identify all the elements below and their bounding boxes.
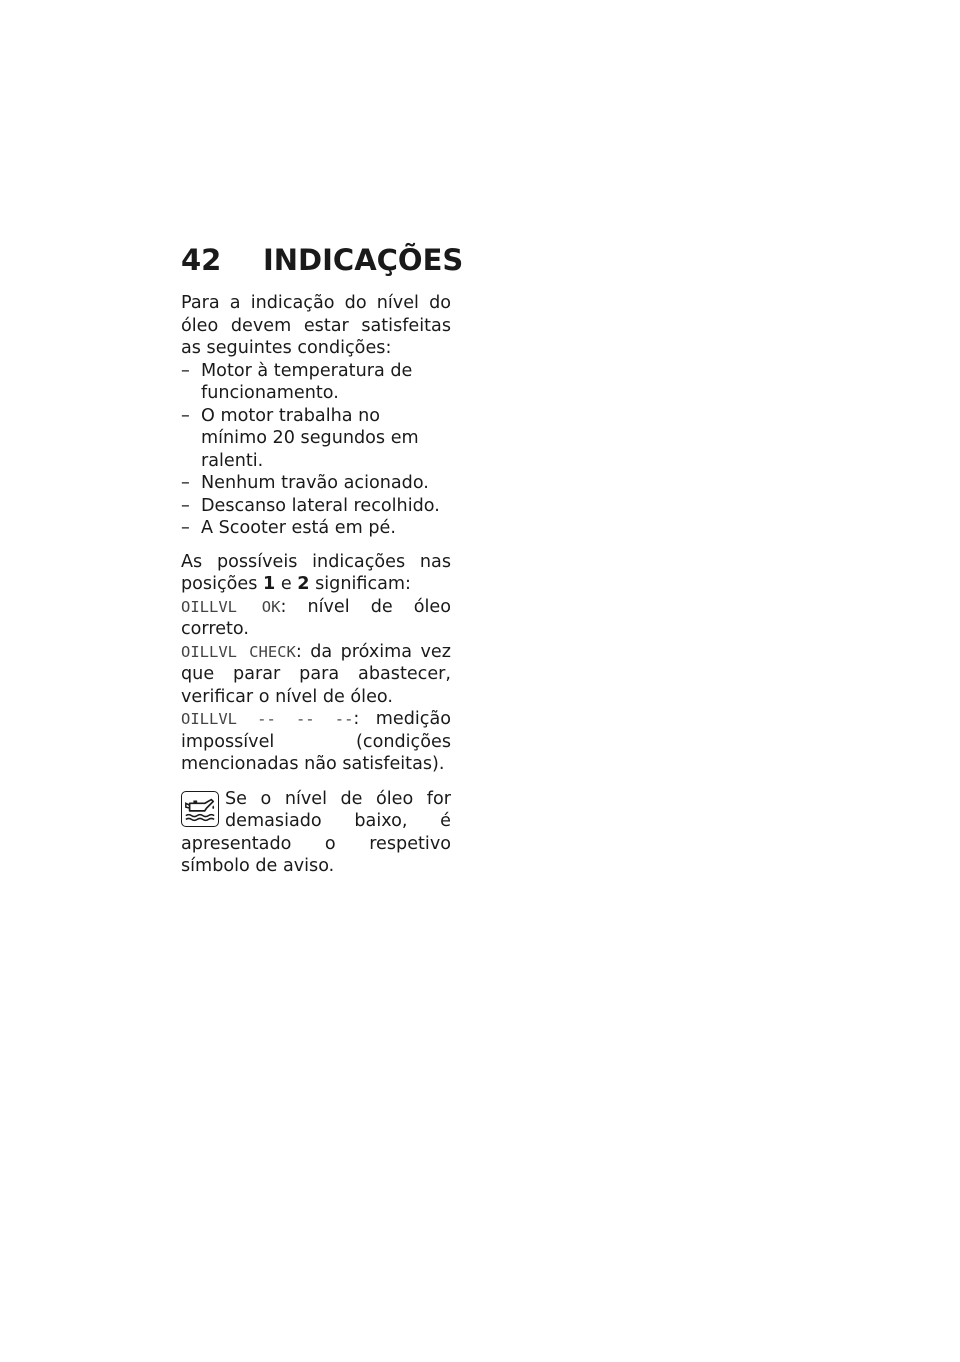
warning-text: Se o nível de óleo for demasiado baixo, é apresentado o respetivo símbolo de aviso. bbox=[181, 788, 451, 876]
indication-text: : da próxima vez que parar para abastecer, verificar o nível de óleo. bbox=[181, 641, 451, 707]
list-item bbox=[181, 495, 451, 518]
oil-can-warning-icon bbox=[181, 791, 219, 827]
conditions-list bbox=[181, 360, 451, 540]
condition-text: O motor trabalha no mínimo 20 segundos em ralenti. bbox=[201, 405, 419, 471]
list-dash: – bbox=[181, 473, 190, 493]
list-dash: – bbox=[181, 518, 190, 538]
indication-text: : medição impossível (condições mencionadas não satisfeitas). bbox=[181, 709, 451, 774]
list-item bbox=[181, 405, 451, 473]
positions-paragraph bbox=[181, 551, 451, 596]
condition-text: Descanso lateral recolhido. bbox=[201, 495, 440, 516]
list-dash: – bbox=[181, 405, 190, 426]
condition-text: Nenhum travão acionado. bbox=[201, 473, 429, 493]
intro-paragraph: Para a indicação do nível do óleo devem estar satisfeitas as seguintes condições: bbox=[181, 293, 451, 358]
list-item bbox=[181, 472, 451, 495]
page-number: 42 bbox=[181, 243, 222, 277]
condition-text: Motor à temperatura de funcionamento. bbox=[201, 360, 413, 403]
condition-text: A Scooter está em pé. bbox=[201, 518, 396, 538]
list-dash: – bbox=[181, 360, 190, 381]
page-header bbox=[181, 240, 481, 280]
positions-conj: e bbox=[280, 574, 292, 594]
indication-oillvl-check bbox=[181, 641, 451, 709]
text-column bbox=[181, 292, 451, 878]
indication-oillvl-dashes bbox=[181, 708, 451, 776]
positions-prefix: As possíveis indicações nas posições bbox=[181, 551, 451, 594]
display-code: OILLVL OK bbox=[181, 597, 281, 616]
chapter-title: INDICAÇÕES bbox=[263, 243, 464, 277]
list-item bbox=[181, 517, 451, 540]
display-code: OILLVL -- -- -- bbox=[181, 710, 354, 728]
indication-oillvl-ok bbox=[181, 596, 451, 641]
list-item bbox=[181, 360, 451, 405]
position-2-label: 2 bbox=[297, 574, 310, 594]
position-1-label: 1 bbox=[263, 574, 276, 594]
list-dash: – bbox=[181, 495, 190, 516]
warning-block bbox=[181, 788, 451, 878]
positions-suffix: significam: bbox=[315, 574, 411, 594]
indication-text: : nível de óleo correto. bbox=[181, 596, 451, 639]
display-code: OILLVL CHECK bbox=[181, 642, 296, 661]
